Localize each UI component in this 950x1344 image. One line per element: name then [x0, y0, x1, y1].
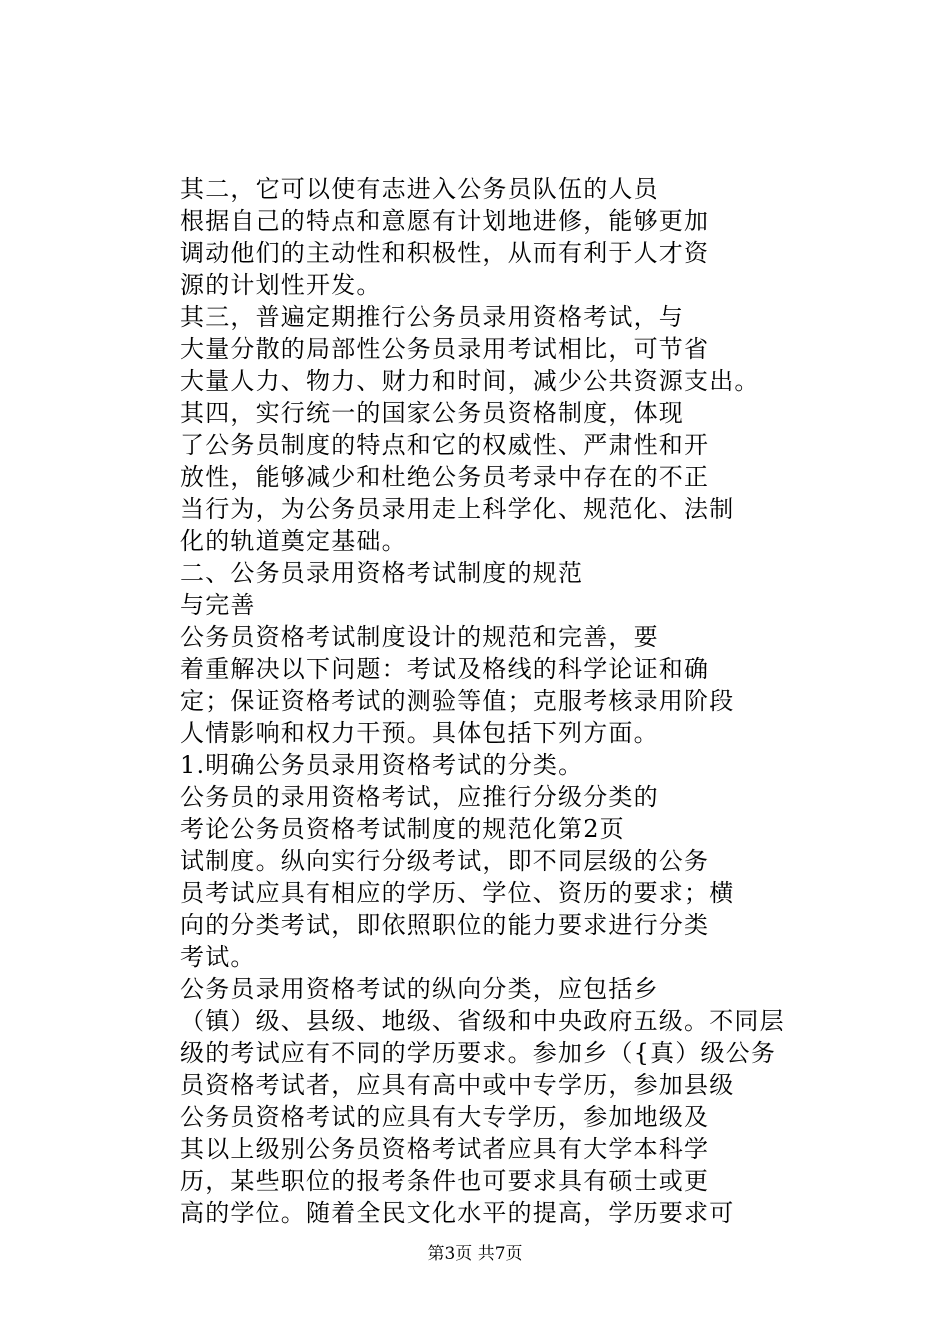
text-line: 其三，普遍定期推行公务员录用资格考试，与: [180, 303, 684, 331]
section-heading-line: 二、公务员录用资格考试制度的规范: [180, 559, 584, 587]
page-number-footer: 第3页 共7页: [427, 1244, 523, 1264]
subheading-line: 1.明确公务员录用资格考试的分类。: [180, 751, 584, 779]
document-body: [180, 173, 820, 1229]
text-line: 考试。: [180, 943, 256, 971]
text-line: 源的计划性开发。: [180, 271, 382, 299]
text-line: 员考试应具有相应的学历、学位、资历的要求；横: [180, 879, 735, 907]
text-line: 其二，它可以使有志进入公务员队伍的人员: [180, 175, 659, 203]
text-line: 当行为，为公务员录用走上科学化、规范化、法制: [180, 495, 735, 523]
text-line: 历，某些职位的报考条件也可要求具有硕士或更: [180, 1167, 710, 1195]
text-line: 试制度。纵向实行分级考试，即不同层级的公务: [180, 847, 710, 875]
text-line: 了公务员制度的特点和它的权威性、严肃性和开: [180, 431, 710, 459]
text-line: 级的考试应有不同的学历要求。参加乡（{真）级公务: [180, 1039, 777, 1067]
text-line: 公务员的录用资格考试，应推行分级分类的: [180, 783, 659, 811]
text-line: 大量人力、物力、财力和时间，减少公共资源支出。: [180, 367, 760, 395]
text-line: 员资格考试者，应具有高中或中专学历，参加县级: [180, 1071, 735, 1099]
text-line: 大量分散的局部性公务员录用考试相比，可节省: [180, 335, 710, 363]
text-line: 高的学位。随着全民文化水平的提高，学历要求可: [180, 1199, 735, 1227]
text-line: 定；保证资格考试的测验等值；克服考核录用阶段: [180, 687, 735, 715]
text-line: 调动他们的主动性和积极性，从而有利于人才资: [180, 239, 710, 267]
text-line: 公务员资格考试的应具有大专学历，参加地级及: [180, 1103, 710, 1131]
section-heading-line: 与完善: [180, 591, 256, 619]
text-line: 公务员资格考试制度设计的规范和完善，要: [180, 623, 659, 651]
text-line: 人情影响和权力干预。具体包括下列方面。: [180, 719, 659, 747]
text-line: 放性，能够减少和杜绝公务员考录中存在的不正: [180, 463, 710, 491]
text-line: 其以上级别公务员资格考试者应具有大学本科学: [180, 1135, 710, 1163]
text-line: 考论公务员资格考试制度的规范化第2页: [180, 815, 625, 843]
text-line: 公务员录用资格考试的纵向分类，应包括乡: [180, 975, 659, 1003]
text-line: 向的分类考试，即依照职位的能力要求进行分类: [180, 911, 710, 939]
text-line: 化的轨道奠定基础。: [180, 527, 407, 555]
text-line: 其四，实行统一的国家公务员资格制度，体现: [180, 399, 684, 427]
text-line: （镇）级、县级、地级、省级和中央政府五级。不同层: [180, 1007, 785, 1035]
text-line: 着重解决以下问题：考试及格线的科学论证和确: [180, 655, 710, 683]
text-line: 根据自己的特点和意愿有计划地进修，能够更加: [180, 207, 710, 235]
